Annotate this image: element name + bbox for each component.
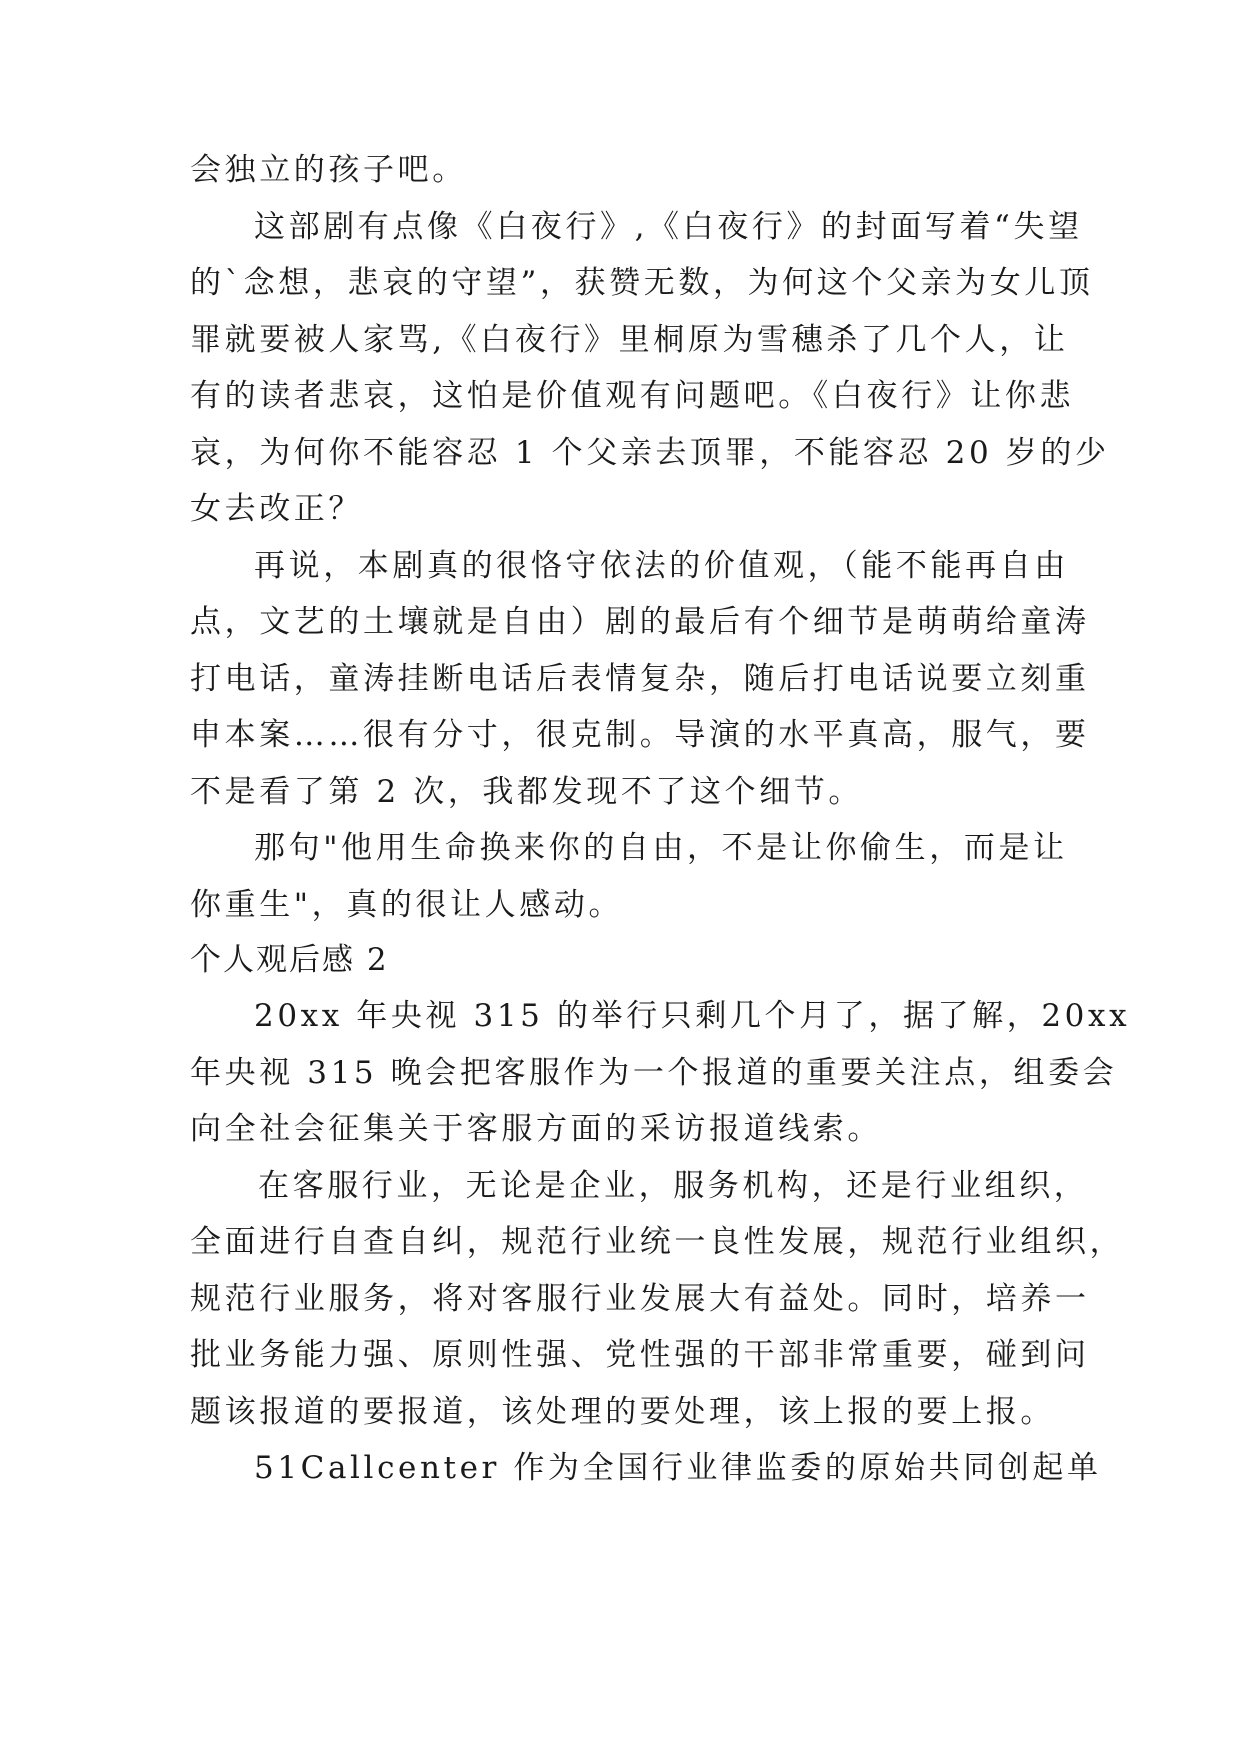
- section-heading: 个人观后感 2: [190, 942, 389, 978]
- text-line: 题该报道的要报道，该处理的要处理，该上报的要上报。: [190, 1394, 1055, 1430]
- paragraph-start: 这部剧有点像《白夜行》,《白夜行》的封面写着“失望: [254, 209, 1083, 245]
- text-line: 向全社会征集关于客服方面的采访报道线索。: [190, 1111, 882, 1147]
- text-line: 打电话，童涛挂断电话后表情复杂，随后打电话说要立刻重: [190, 661, 1090, 697]
- paragraph-start: 那句"他用生命换来你的自由，不是让你偷生，而是让: [254, 830, 1068, 866]
- text-line: 批业务能力强、原则性强、党性强的干部非常重要，碰到问: [190, 1337, 1090, 1373]
- paragraph-start: 51Callcenter 作为全国行业律监委的原始共同创起单: [254, 1450, 1102, 1486]
- text-line: 哀，为何你不能容忍 1 个父亲去顶罪，不能容忍 20 岁的少: [190, 435, 1110, 471]
- text-line: 规范行业服务，将对客服行业发展大有益处。同时，培养一: [190, 1281, 1090, 1317]
- text-line: 有的读者悲哀，这怕是价值观有问题吧。《白夜行》让你悲: [190, 378, 1075, 414]
- text-line: 不是看了第 2 次，我都发现不了这个细节。: [190, 774, 864, 810]
- text-line: 年央视 315 晚会把客服作为一个报道的重要关注点，组委会: [190, 1055, 1118, 1091]
- text-line: 你重生"，真的很让人感动。: [190, 887, 624, 923]
- text-line: 会独立的孩子吧。: [190, 152, 467, 188]
- text-line: 罪就要被人家骂,《白夜行》里桐原为雪穗杀了几个人，让: [190, 322, 1069, 358]
- text-line: 女去改正？: [190, 491, 363, 527]
- paragraph-start: 在客服行业，无论是企业，服务机构，还是行业组织，: [258, 1168, 1089, 1204]
- text-line: 申本案……很有分寸，很克制。导演的水平真高，服气，要: [190, 717, 1090, 753]
- text-line: 点，文艺的土壤就是自由）剧的最后有个细节是萌萌给童涛: [190, 604, 1090, 640]
- text-line: 的`念想，悲哀的守望”，获赞无数，为何这个父亲为女儿顶: [190, 265, 1094, 301]
- paragraph-start: 20xx 年央视 315 的举行只剩几个月了，据了解，20xx: [254, 998, 1131, 1034]
- text-line: 全面进行自查自纠，规范行业统一良性发展，规范行业组织，: [190, 1224, 1125, 1260]
- paragraph-start: 再说，本剧真的很恪守依法的价值观，（能不能再自由: [254, 548, 1069, 584]
